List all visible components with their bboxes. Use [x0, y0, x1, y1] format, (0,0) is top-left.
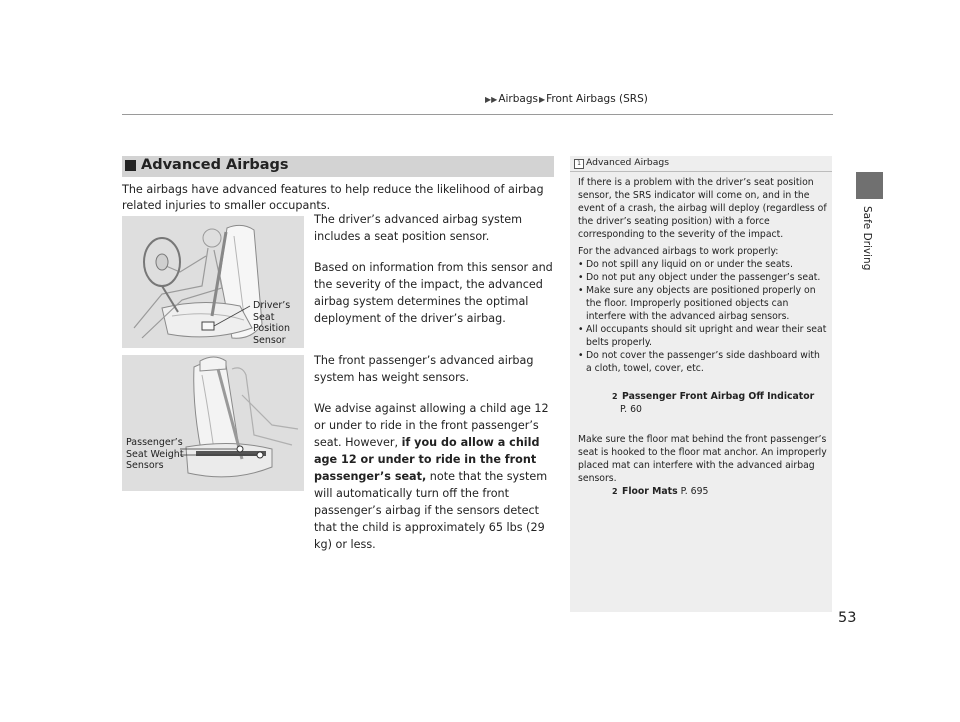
section-title: Advanced Airbags	[141, 157, 289, 173]
note-divider	[570, 171, 832, 172]
note-paragraph: If there is a problem with the driver’s seat position sensor, the SRS indicator will come on, and in the event of a crash, the airbag will deploy (regardless of the driver’s seating position) with a force corresponding to the severity of the impact.	[578, 177, 827, 240]
chapter-label: Safe Driving	[861, 206, 873, 271]
driver-airbag-paragraph: The driver’s advanced airbag system includes a seat position sensor.	[314, 213, 523, 243]
reference-arrow-icon: 2	[612, 392, 618, 401]
breadcrumb-item-airbags[interactable]: Airbags	[498, 93, 538, 105]
list-item: • Make sure any objects are positioned properly on the floor. Improperly positioned objects can interfere with the advanced airbag sensors.	[578, 284, 828, 323]
passenger-seat-illustration	[122, 355, 304, 491]
passenger-airbag-paragraph: The front passenger’s advanced airbag system has weight sensors.	[314, 354, 534, 384]
breadcrumb	[484, 93, 648, 105]
breadcrumb-item-front-airbags[interactable]: Front Airbags (SRS)	[546, 93, 648, 105]
square-bullet-icon	[125, 160, 136, 171]
chapter-tab	[856, 172, 883, 199]
note-title: Advanced Airbags	[586, 157, 669, 168]
cross-reference[interactable]: 2 Passenger Front Airbag Off Indicator P. 60	[612, 391, 815, 415]
driver-seat-illustration	[122, 216, 304, 348]
arrow-icon: ▶	[538, 95, 546, 104]
note-paragraph: Make sure the floor mat behind the front passenger’s seat is hooked to the floor mat anchor. An improperly placed mat can interfere with the advanced airbag sensors.	[578, 434, 827, 484]
list-item: • Do not spill any liquid on or under the seats.	[578, 258, 828, 271]
list-item: • Do not put any object under the passenger’s seat.	[578, 271, 828, 284]
note-sidebar	[570, 156, 832, 612]
section-title-bar	[122, 156, 554, 177]
note-bullet-list	[578, 258, 828, 375]
arrow-icon: ▶▶	[485, 95, 498, 104]
note-paragraph: For the advanced airbags to work properly:	[578, 246, 779, 257]
note-icon: 1	[574, 159, 584, 169]
deployment-paragraph: Based on information from this sensor and the severity of the impact, the advanced airbag system determines the optimal deployment of the driver’s airbag.	[314, 261, 553, 325]
reference-arrow-icon: 2	[612, 487, 618, 496]
intro-text: The airbags have advanced features to help reduce the likelihood of airbag related injuries to smaller occupants.	[122, 183, 544, 212]
list-item: • All occupants should sit upright and wear their seat belts properly.	[578, 323, 828, 349]
header-divider	[122, 114, 833, 115]
driver-sensor-label: Driver’s Seat Position Sensor	[253, 300, 291, 346]
passenger-sensor-label: Passenger’s Seat Weight Sensors	[126, 437, 184, 471]
note-header	[570, 156, 832, 171]
list-item: • Do not cover the passenger’s side dashboard with a cloth, towel, cover, etc.	[578, 349, 828, 375]
child-warning-paragraph: We advise against allowing a child age 12 or under to ride in the front passenger’s seat. However, if you do allow a child age 12 or under to ride in the front passenger’s seat, note that the system will automatically turn off the front passenger’s airbag if the sensors detect that the child is approximately 65 lbs (29 kg) or less.	[314, 402, 549, 551]
page-number: 53	[838, 610, 857, 626]
cross-reference[interactable]: 2 Floor Mats P. 695	[612, 486, 709, 497]
